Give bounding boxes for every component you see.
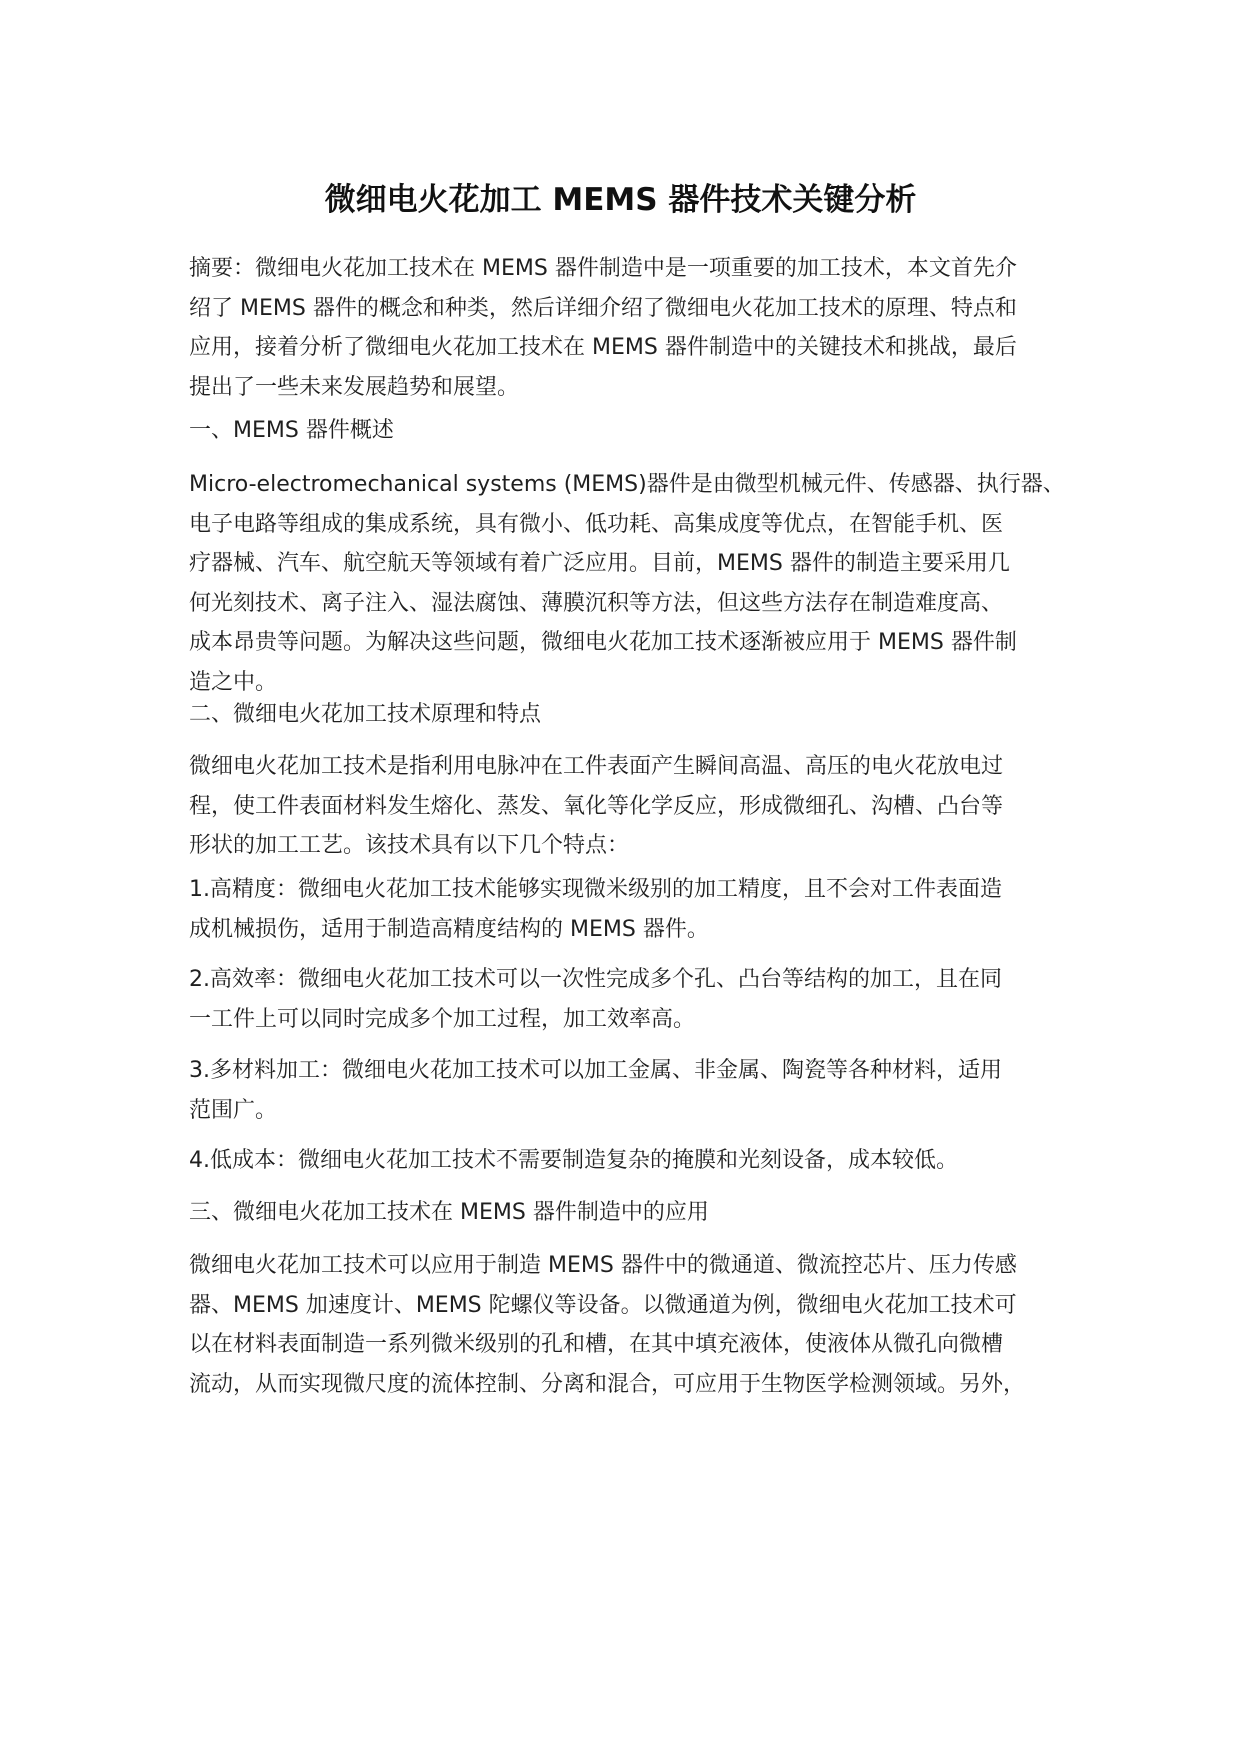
abstract-paragraph bbox=[189, 249, 1079, 407]
paragraph-line: 提出了一些未来发展趋势和展望。 bbox=[189, 374, 520, 400]
paragraph-line: 摘要：微细电火花加工技术在 MEMS 器件制造中是一项重要的加工技术，本文首先介 bbox=[189, 256, 1017, 281]
heading-line: 三、微细电火花加工技术在 MEMS 器件制造中的应用 bbox=[189, 1200, 709, 1225]
paragraph-line: 以在材料表面制造一系列微米级别的孔和槽，在其中填充液体，使液体从微孔向微槽 bbox=[189, 1332, 1004, 1357]
document-title: 微细电火花加工 MEMS 器件技术关键分析 bbox=[324, 182, 917, 218]
paragraph-line: 绍了 MEMS 器件的概念和种类，然后详细介绍了微细电火花加工技术的原理、特点和 bbox=[189, 295, 1017, 321]
section-heading-2 bbox=[189, 695, 1079, 735]
paragraph-line: 何光刻技术、离子注入、湿法腐蚀、薄膜沉积等方法，但这些方法存在制造难度高、 bbox=[189, 590, 1004, 616]
section-heading-1 bbox=[189, 411, 1079, 451]
paragraph-line: 微细电火花加工技术是指利用电脉冲在工件表面产生瞬间高温、高压的电火花放电过 bbox=[189, 754, 1004, 779]
principle-paragraph bbox=[189, 747, 1079, 866]
paragraph-line: Micro-electromechanical systems (MEMS)器件是由微型机械元件、传感器、执行器、 bbox=[189, 472, 1065, 497]
feature-item-4 bbox=[189, 1141, 1079, 1181]
paragraph-line: 微细电火花加工技术可以应用于制造 MEMS 器件中的微通道、微流控芯片、压力传感 bbox=[189, 1253, 1017, 1278]
paragraph-line: 2.高效率：微细电火花加工技术可以一次性完成多个孔、凸台等结构的加工，且在同 bbox=[189, 967, 1002, 992]
paragraph-line: 一工件上可以同时完成多个加工过程，加工效率高。 bbox=[189, 1006, 696, 1032]
paragraph-line: 应用，接着分析了微细电火花加工技术在 MEMS 器件制造中的关键技术和挑战，最后 bbox=[189, 335, 1017, 360]
feature-item-1 bbox=[189, 870, 1079, 949]
heading-line: 二、微细电火花加工技术原理和特点 bbox=[189, 702, 542, 727]
paragraph-line: 器、MEMS 加速度计、MEMS 陀螺仪等设备。以微通道为例，微细电火花加工技术可 bbox=[189, 1292, 1017, 1318]
overview-paragraph bbox=[189, 465, 1079, 702]
paragraph-line: 1.高精度：微细电火花加工技术能够实现微米级别的加工精度，且不会对工件表面造 bbox=[189, 877, 1002, 902]
paragraph-line: 4.低成本：微细电火花加工技术不需要制造复杂的掩膜和光刻设备，成本较低。 bbox=[189, 1148, 958, 1173]
paragraph-line: 程，使工件表面材料发生熔化、蒸发、氧化等化学反应，形成微细孔、沟槽、凸台等 bbox=[189, 793, 1004, 819]
paragraph-line: 电子电路等组成的集成系统，具有微小、低功耗、高集成度等优点，在智能手机、医 bbox=[189, 511, 1004, 537]
paragraph-line: 形状的加工工艺。该技术具有以下几个特点： bbox=[189, 833, 630, 858]
paragraph-line: 造之中。 bbox=[189, 669, 278, 695]
paragraph-line: 成本昂贵等问题。为解决这些问题，微细电火花加工技术逐渐被应用于 MEMS 器件制 bbox=[189, 630, 1017, 655]
heading-line: 一、MEMS 器件概述 bbox=[189, 418, 394, 443]
feature-item-2 bbox=[189, 960, 1079, 1039]
section-heading-3 bbox=[189, 1193, 1079, 1233]
paragraph-line: 疗器械、汽车、航空航天等领域有着广泛应用。目前，MEMS 器件的制造主要采用几 bbox=[189, 551, 1010, 576]
paragraph-line: 成机械损伤，适用于制造高精度结构的 MEMS 器件。 bbox=[189, 916, 709, 942]
feature-item-3 bbox=[189, 1051, 1079, 1130]
paragraph-line: 3.多材料加工：微细电火花加工技术可以加工金属、非金属、陶瓷等各种材料，适用 bbox=[189, 1058, 1002, 1083]
paragraph-line: 流动，从而实现微尺度的流体控制、分离和混合，可应用于生物医学检测领域。另外， bbox=[189, 1371, 1026, 1397]
application-paragraph bbox=[189, 1246, 1079, 1404]
paragraph-line: 范围广。 bbox=[189, 1097, 278, 1123]
